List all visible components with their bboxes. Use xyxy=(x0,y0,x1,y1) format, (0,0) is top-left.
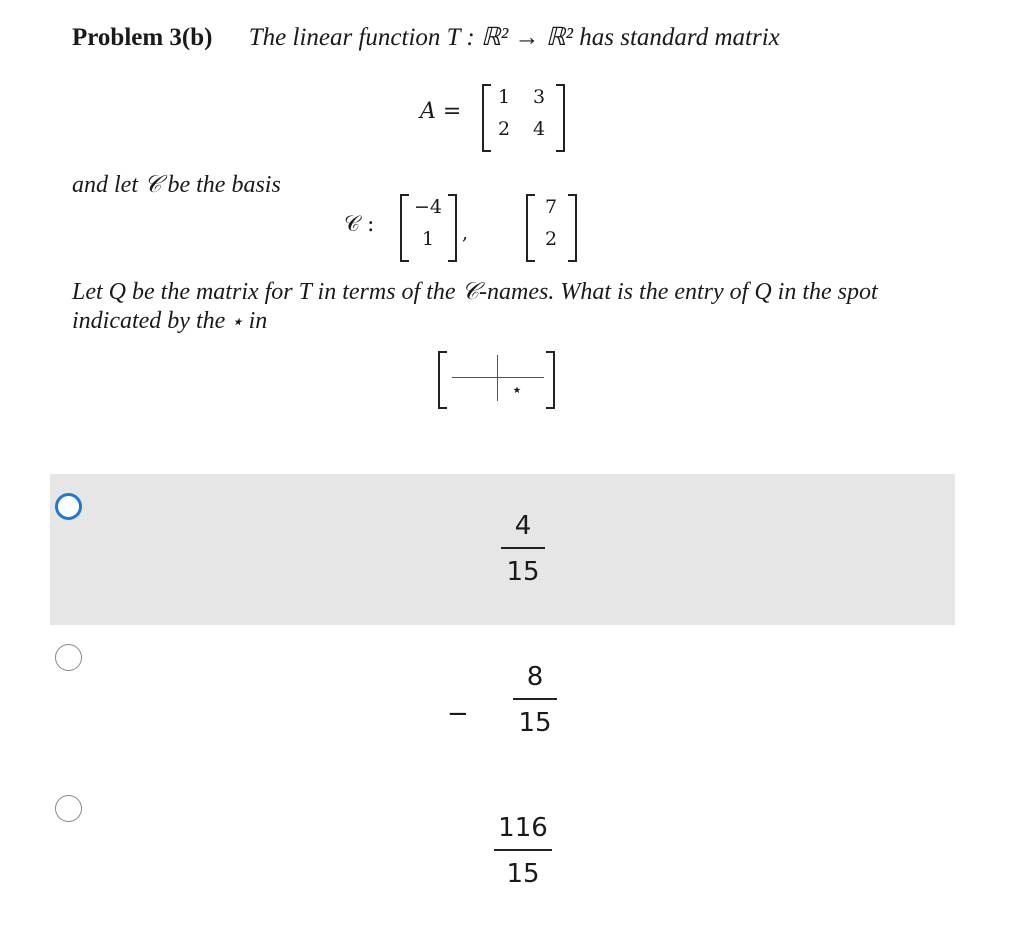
matrix-a-cell: 3 xyxy=(532,86,546,108)
answer-choice[interactable] xyxy=(50,776,955,927)
negative-sign: − xyxy=(447,699,469,729)
matrix-a xyxy=(420,84,600,154)
star-position-matrix xyxy=(438,351,558,407)
numerator: 8 xyxy=(526,662,544,692)
denominator: 15 xyxy=(518,708,552,738)
denominator: 15 xyxy=(506,859,540,889)
star-marker: ⋆ xyxy=(511,379,523,401)
basis-vectors xyxy=(344,194,664,264)
radio-button[interactable] xyxy=(55,644,82,671)
fraction xyxy=(473,510,573,588)
answer-choice[interactable] xyxy=(50,474,955,625)
radio-button[interactable] xyxy=(55,795,82,822)
matrix-a-cell: 1 xyxy=(497,86,511,108)
answer-choice[interactable] xyxy=(50,625,955,776)
question-text: Let Q be the matrix for T in terms of the 𝒞-names. What is the entry of Q in the spot indicated by the ⋆ in xyxy=(72,279,878,334)
matrix-a-label: A = xyxy=(420,99,462,124)
matrix-a-cell: 2 xyxy=(497,118,511,140)
radio-button[interactable] xyxy=(55,493,82,520)
matrix-a-cell: 4 xyxy=(532,118,546,140)
numerator: 4 xyxy=(514,511,532,541)
basis-vector-1-entry: 1 xyxy=(421,228,435,250)
fraction xyxy=(447,661,585,739)
basis-intro: and let 𝒞 be the basis xyxy=(72,172,281,198)
problem-text: The linear function T : ℝ² → ℝ² has standard matrix xyxy=(248,24,780,51)
basis-label: 𝒞 : xyxy=(344,212,375,237)
numerator: 116 xyxy=(498,813,548,843)
basis-vector-1-entry: −4 xyxy=(413,196,442,218)
basis-vector-2-entry: 7 xyxy=(544,196,558,218)
problem-label: Problem 3(b) xyxy=(72,24,213,51)
basis-separator: , xyxy=(462,222,469,244)
denominator: 15 xyxy=(506,557,540,587)
fraction xyxy=(473,812,573,890)
basis-vector-2-entry: 2 xyxy=(544,228,558,250)
problem-statement xyxy=(72,22,780,52)
